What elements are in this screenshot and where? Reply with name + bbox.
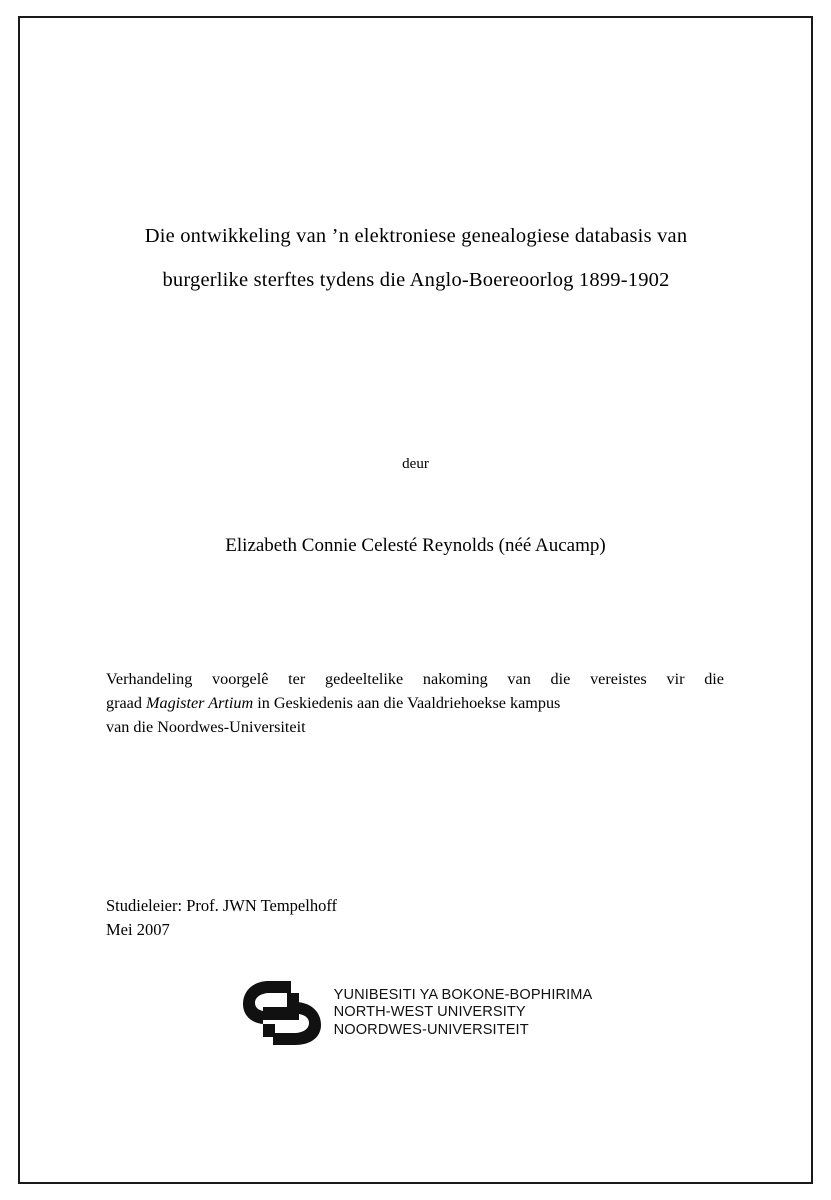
degree-statement-line-2 — [106, 691, 724, 715]
logo-text-line-2: NORTH-WEST UNIVERSITY — [333, 1004, 526, 1021]
date-line: Mei 2007 — [106, 920, 170, 939]
degree-statement-line-1: Verhandeling voorgelê ter gedeeltelike nakoming van die vereistes vir die — [106, 670, 724, 688]
degree-name: Magister Artium — [146, 694, 254, 712]
logo-text-line-1: YUNIBESITI YA BOKONE-BOPHIRIMA — [333, 986, 593, 1003]
university-logo-block — [24, 977, 807, 1049]
page-title — [96, 214, 736, 302]
degree-statement-line-2-suffix: in Geskiedenis aan die Vaaldriehoekse kampus — [253, 694, 561, 712]
logo-text-line-3: NOORDWES-UNIVERSITEIT — [333, 1021, 529, 1038]
degree-statement — [106, 667, 724, 739]
by-word: deur — [402, 456, 429, 472]
title-line-1: Die ontwikkeling van ’n elektroniese genealogiese databasis van — [144, 225, 688, 247]
university-logo-text — [334, 987, 593, 1040]
author-name: Elizabeth Connie Celesté Reynolds (néé Aucamp) — [225, 535, 606, 556]
page-sheet — [24, 22, 807, 1178]
degree-statement-line-2-prefix: graad — [106, 694, 146, 712]
title-line-2: burgerlike sterftes tydens die Anglo-Boereoorlog 1899-1902 — [162, 269, 670, 291]
north-west-university-logo-icon — [239, 977, 325, 1049]
degree-statement-line-3: van die Noordwes-Universiteit — [106, 718, 306, 736]
supervisor-block — [106, 894, 606, 942]
supervisor-line: Studieleier: Prof. JWN Tempelhoff — [106, 896, 338, 915]
